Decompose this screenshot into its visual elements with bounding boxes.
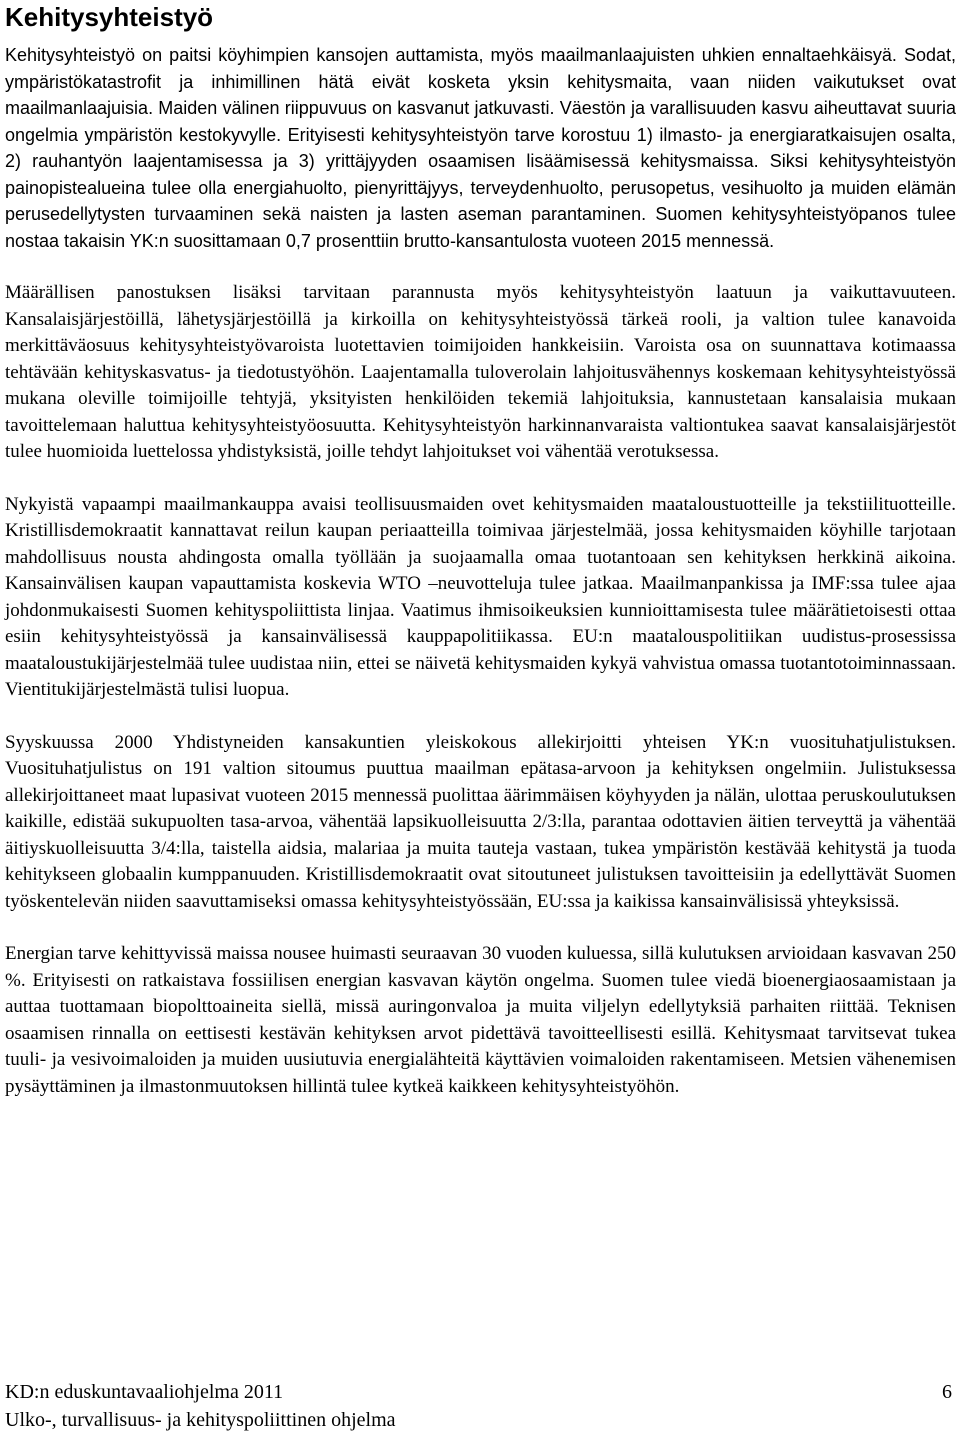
paragraph-millennium: Syyskuussa 2000 Yhdistyneiden kansakuntien yleiskokous allekirjoitti yhteisen YK:n vuosituhatjulistuksen. Vuosituhatjulistus on 191 valtion sitoumus puuttua maailman epätasa-arvoon ja kehityksen ongelmiin. Julistuksessa allekirjoittaneet maat lupasivat vuoteen 2015 mennessä puolittaa äärimmäisen köyhyyden ja nälän, ulottaa peruskoulutuksen kaikille, edistää sukupuolten tasa-arvoa, vähentää lapsikuolleisuutta 2/3:lla, parantaa odottavien äitien terveyttä ja vähentää äitiyskuolleisuutta 3/4:lla, taistella aidsia, malariaa ja muita tauteja vastaan, tukea ympäristön kestävää kehitystä ja tuoda kehitykseen globaalin kumppanuuden. Kristillisdemokraatit ovat sitoutuneet julistuksen tavoitteisiin ja edellyttävät Suomen työskentelevän niiden saavuttamiseksi omassa kehitysyhteistyössään, EU:ssa ja kaikissa kansainvälisissä yhteyksissä. — [5, 731, 956, 912]
paragraph-intro: Kehitysyhteistyö on paitsi köyhimpien kansojen auttamista, myös maailmanlaajuisten uhkien ennaltaehkäisyä. Sodat, ympäristökatastrofit ja inhimillinen hätä eivät kosketa yksin kehitysmaita, vaan niiden vaikutukset ovat maailmanlaajuisia. Maiden välinen riippuvuus on kasvanut jatkuvasti. Väestön ja varallisuuden kasvu aiheuttavat suuria ongelmia ympäristön kestokyvylle. Erityisesti kehitysyhteistyön tarve korostuu 1) ilmasto- ja energiaratkaisujen osalta, 2) rauhantyön laajentamisessa ja 3) yrittäjyyden osaamisen lisäämisessä kehitysmaissa. Siksi kehitysyhteistyön painopistealueina tulee olla energiahuolto, pienyrittäjyys, terveydenhuolto, perusopetus, vesihuolto ja muiden elämän perusedellytysten turvaaminen sekä naisten ja lasten aseman parantaminen. Suomen kehitysyhteistyöpanos tulee nostaa takaisin YK:n suosittamaan 0,7 prosenttiin brutto-kansantulosta vuoteen 2015 mennessä. — [5, 45, 956, 251]
page-title: Kehitysyhteistyö — [5, 2, 214, 32]
paragraph-trade: Nykyistä vapaampi maailmankauppa avaisi teollisuusmaiden ovet kehitysmaiden maataloustuotteille ja tekstiilituotteille. Kristillisdemokraatit kannattavat reilun kaupan periaatteilla toimivaa järjestelmää, jossa kehitysmaiden köyhille tarjotaan mahdollisuus nousta ahdingosta omalla työllään ja suojaamalla omaa tuotantoaan sen kehityksen herkkinä aikoina. Kansainvälisen kaupan vapauttamista koskevia WTO –neuvotteluja tulee jatkaa. Maailmanpankissa ja IMF:ssa tulee ajaa johdonmukaisesti Suomen kehityspoliittista linjaa. Vaatimus ihmisoikeuksien kunnioittamisesta tulee määrätietoisesti ottaa esiin kehitysyhteistyössä ja kansainvälisessä kauppapolitiikassa. EU:n maatalouspolitiikan uudistus-prosessissa maataloustukijärjestelmää tulee uudistaa niin, ettei se näivetä kehitysmaiden kykyä vahvistua omassa tuotantotoiminnassaan. Vientitukijärjestelmästä tulisi luopua. — [5, 493, 956, 700]
paragraph-quality: Määrällisen panostuksen lisäksi tarvitaan parannusta myös kehitysyhteistyön laatuun ja vaikuttavuuteen. Kansalaisjärjestöillä, lähetysjärjestöillä ja kirkoilla on kehitysyhteistyössä tärkeä rooli, ja valtion tulee kanavoida merkittäväosuus kehitysyhteistyövaroista luotettavien toimijoiden hankkeisiin. Varoista osa on suunnattava kotimaassa tehtävään kehityskasvatus- ja tiedotustyöhön. Laajentamalla tuloverolain lahjoitusvähennys koskemaan kehitysyhteistyössä mukana oleville toimijoille tehtyjä, yksityisten henkilöiden tekemiä lahjoituksia, kannustetaan kansalaisia mukaan tavoittelemaan haluttua kehitysyhteistyöosuutta. Kehitysyhteistyön harkinnanvaraista valtiontukea saavat kansalaisjärjestöt tulee huomioida luettelossa yhdistyksistä, joille tehdyt lahjoitukset voi vähentää verotuksessa. — [5, 282, 956, 462]
footer-program: KD:n eduskuntavaaliohjelma 2011 — [5, 1381, 284, 1403]
footer-top-row — [5, 1378, 952, 1406]
page-number: 6 — [942, 1381, 952, 1403]
footer-section: Ulko-, turvallisuus- ja kehityspoliittinen ohjelma — [5, 1409, 396, 1431]
paragraph-energy: Energian tarve kehittyvissä maissa nousee huimasti seuraavan 30 vuoden kuluessa, sillä kulutuksen arvioidaan kasvavan 250 %. Erityisesti on ratkaistava fossiilisen energian kasvavan käytön ongelma. Suomen tulee viedä bioenergiaosaamistaan ja auttaa tuottamaan biopolttoaineita siellä, missä auringonvaloa ja muita viljelyn edellytyksiä parhaiten riittää. Teknisen osaamisen rinnalla on eettisesti kestävän kehityksen arvot pidettävä tavoitteellisesti esillä. Kehitysmaat tarvitsevat tukea tuuli- ja vesivoimaloiden ja muiden uusiutuvia energialähteitä käyttävien voimaloiden rakentamiseen. Metsien vähenemisen pysäyttäminen ja ilmastonmuutoksen hillintä tulee kytkeä kaikkeen kehitysyhteistyöhön. — [5, 943, 956, 1097]
page-footer — [5, 1378, 952, 1434]
